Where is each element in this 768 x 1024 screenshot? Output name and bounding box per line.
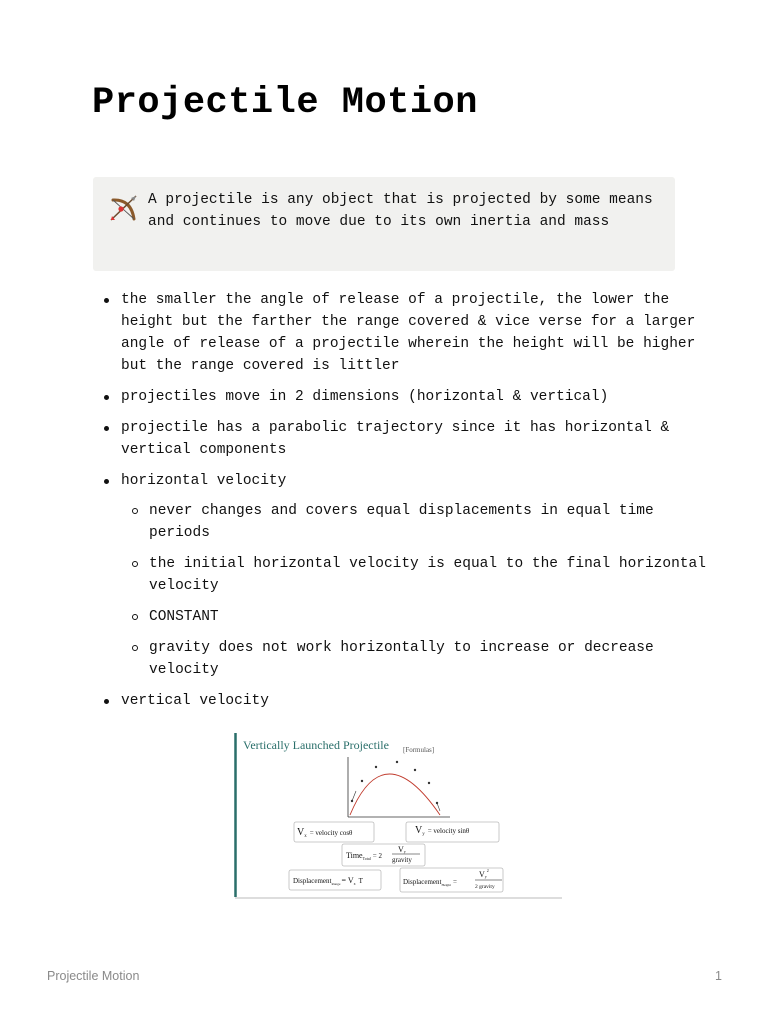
formula-height-subscript: Height [441, 883, 452, 887]
formula-time-equation: = 2 [372, 852, 382, 860]
sub-list-item [121, 500, 708, 544]
footer-title: Projectile Motion [47, 969, 140, 983]
formula-vy-symbol: V [415, 825, 423, 836]
formula-vx-symbol: V [297, 827, 305, 838]
sub-list [121, 500, 708, 681]
formula-vx-subscript: x [304, 834, 307, 839]
trajectory-point [361, 780, 363, 782]
projectile-formulas-figure [234, 731, 562, 900]
callout [93, 177, 675, 271]
trajectory-point [414, 769, 416, 771]
formula-height-denominator: 2 gravity [475, 884, 495, 890]
trajectory-curve [350, 774, 440, 815]
sub-list-item [121, 606, 708, 628]
sub-list-item [121, 553, 708, 597]
list-item-text: horizontal velocity [121, 473, 287, 489]
bow-and-arrow-icon [109, 193, 139, 223]
list-item [0, 470, 768, 681]
bullet-dot [104, 426, 109, 431]
sub-list-item-text: never changes and covers equal displacements in equal time periods [149, 503, 654, 541]
formula-range-equation-sub: x [353, 881, 356, 886]
formula-time-denominator: gravity [392, 856, 412, 864]
formula-vx-equation: = velocity cosθ [309, 829, 353, 837]
velocity-arrow [437, 803, 440, 811]
trajectory-point [396, 761, 398, 763]
list-item [0, 690, 768, 712]
bullet-dot [104, 298, 109, 303]
formula-range-label: Displacement [293, 877, 332, 885]
svg-text:DisplacementRange= VxT [293, 876, 364, 886]
formula-vy-subscript: y [422, 832, 425, 837]
sub-list-item-text: the initial horizontal velocity is equal to the final horizontal velocity [149, 556, 706, 594]
trajectory-point [375, 766, 377, 768]
velocity-arrow [352, 791, 356, 801]
notes-list [0, 289, 768, 721]
formula-time-numerator-sub: y [403, 849, 406, 854]
list-item [0, 289, 768, 377]
list-item [0, 417, 768, 461]
figure-title: Vertically Launched Projectile [243, 738, 389, 752]
bullet-circle [132, 508, 138, 514]
formula-height-numerator: V [479, 870, 485, 879]
list-item-text: vertical velocity [121, 693, 269, 709]
bullet-dot [104, 479, 109, 484]
list-item-text: projectile has a parabolic trajectory since it has horizontal & vertical components [121, 420, 670, 458]
formula-height-equation: = [453, 878, 457, 886]
page-number: 1 [715, 969, 722, 983]
formula-height-numerator-sub: y [484, 874, 487, 879]
bullet-dot [104, 699, 109, 704]
bullet-circle [132, 614, 138, 620]
sub-list-item [121, 637, 708, 681]
formula-vy-equation: = velocity sinθ [427, 827, 470, 835]
formula-height-label: Displacement [403, 878, 442, 886]
page-title: Projectile Motion [92, 82, 478, 124]
formula-range-time: T [358, 877, 363, 885]
bullet-circle [132, 561, 138, 567]
figure-graphic [234, 731, 562, 900]
formula-time-numerator: V [398, 845, 404, 854]
figure-tag: [Formulas] [403, 746, 435, 754]
formula-range-subscript: Range [331, 882, 341, 886]
formula-height-numerator-sup: 2 [486, 868, 489, 873]
trajectory-point [428, 782, 430, 784]
bullet-dot [104, 395, 109, 400]
list-item-text: the smaller the angle of release of a projectile, the lower the height but the farther the range covered & vice verse for a larger angle of release of a projectile wherein the height will be higher but the range covered is littler [121, 292, 696, 374]
formula-range-equation: = V [341, 876, 354, 885]
formula-time-subscript: Total [362, 856, 371, 861]
list-item [0, 386, 768, 408]
formula-time-label: Time [346, 851, 363, 860]
list-item-text: projectiles move in 2 dimensions (horizontal & vertical) [121, 389, 609, 405]
bullet-circle [132, 645, 138, 651]
callout-text: A projectile is any object that is projected by some means and continues to move due to its own inertia and mass [148, 192, 653, 230]
sub-list-item-text: gravity does not work horizontally to increase or decrease velocity [149, 640, 654, 678]
sub-list-item-text: CONSTANT [149, 609, 219, 625]
